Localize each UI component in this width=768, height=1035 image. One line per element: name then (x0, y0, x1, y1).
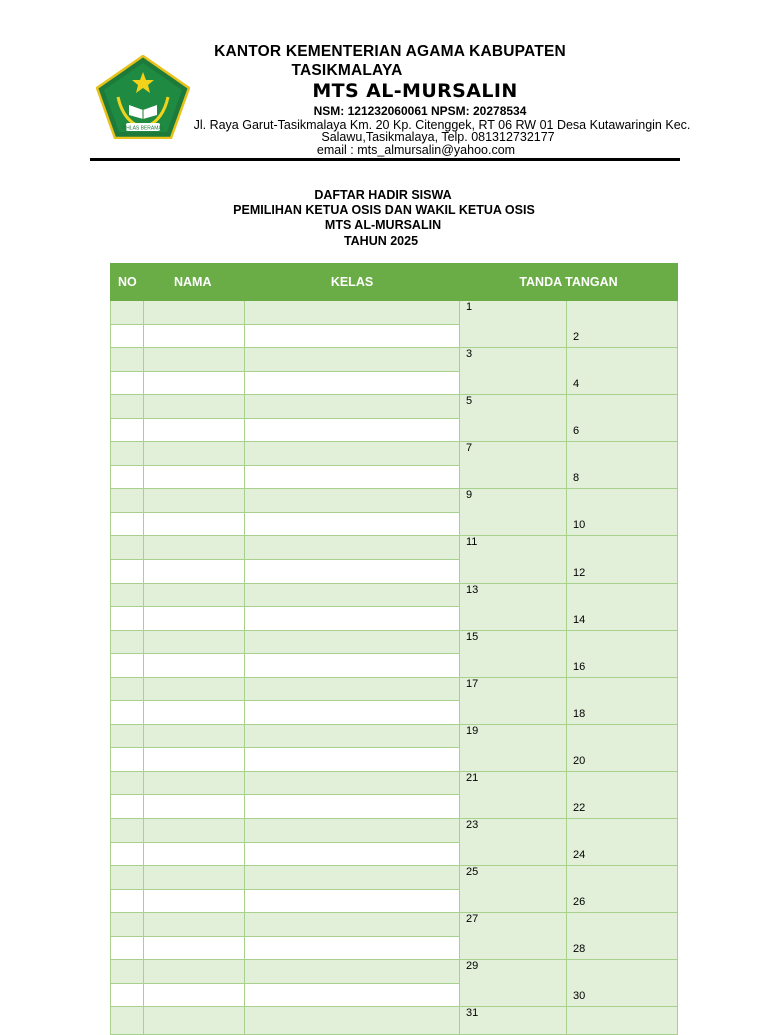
kelas-cell[interactable] (245, 724, 460, 748)
nama-cell[interactable] (144, 442, 245, 466)
nama-cell[interactable] (144, 866, 245, 890)
table-row (111, 819, 678, 843)
signature-cell[interactable]: 16 (567, 630, 678, 677)
table-row (111, 724, 678, 748)
signature-cell[interactable]: 20 (567, 724, 678, 771)
no-cell[interactable] (111, 560, 144, 584)
signature-cell[interactable]: 10 (567, 489, 678, 536)
no-cell[interactable] (111, 936, 144, 960)
no-cell[interactable] (111, 1007, 144, 1035)
signature-cell[interactable]: 5 (460, 395, 567, 442)
kelas-cell[interactable] (245, 866, 460, 890)
signature-cell[interactable]: 12 (567, 536, 678, 583)
nama-cell[interactable] (144, 560, 245, 584)
school-name: MTS AL-MURSALIN (312, 80, 518, 102)
no-cell[interactable] (111, 512, 144, 536)
kelas-cell[interactable] (245, 795, 460, 819)
signature-cell[interactable]: 3 (460, 348, 567, 395)
signature-cell[interactable]: 15 (460, 630, 567, 677)
table-row (111, 348, 678, 372)
nama-cell[interactable] (144, 371, 245, 395)
kelas-cell[interactable] (245, 465, 460, 489)
signature-cell[interactable]: 14 (567, 583, 678, 630)
no-cell[interactable] (111, 654, 144, 678)
no-cell[interactable] (111, 724, 144, 748)
signature-cell[interactable]: 25 (460, 866, 567, 913)
kelas-cell[interactable] (245, 677, 460, 701)
nama-cell[interactable] (144, 607, 245, 631)
kelas-cell[interactable] (245, 512, 460, 536)
signature-cell[interactable]: 24 (567, 819, 678, 866)
no-cell[interactable] (111, 866, 144, 890)
school-ids: NSM: 121232060061 NPSM: 20278534 (313, 104, 527, 118)
signature-cell[interactable]: 22 (567, 771, 678, 818)
header-nama: NAMA (144, 264, 245, 301)
signature-cell[interactable]: 29 (460, 960, 567, 1007)
kelas-cell[interactable] (245, 630, 460, 654)
no-cell[interactable] (111, 395, 144, 419)
kelas-cell[interactable] (245, 324, 460, 348)
table-row (111, 301, 678, 325)
nama-cell[interactable] (144, 795, 245, 819)
table-row (111, 583, 678, 607)
no-cell[interactable] (111, 348, 144, 372)
email-line: email : mts_almursalin@yahoo.com (316, 143, 516, 157)
nama-cell[interactable] (144, 724, 245, 748)
table-row (111, 866, 678, 890)
nama-cell[interactable] (144, 819, 245, 843)
office-name-line2: TASIKMALAYA (291, 62, 403, 79)
nama-cell[interactable] (144, 771, 245, 795)
signature-cell[interactable]: 18 (567, 677, 678, 724)
no-cell[interactable] (111, 465, 144, 489)
table-row (111, 771, 678, 795)
no-cell[interactable] (111, 418, 144, 442)
signature-cell[interactable]: 26 (567, 866, 678, 913)
signature-cell[interactable]: 8 (567, 442, 678, 489)
no-cell[interactable] (111, 607, 144, 631)
office-name-line1: KANTOR KEMENTERIAN AGAMA KABUPATEN (214, 43, 566, 60)
no-cell[interactable] (111, 677, 144, 701)
no-cell[interactable] (111, 842, 144, 866)
nama-cell[interactable] (144, 395, 245, 419)
signature-cell[interactable]: 21 (460, 771, 567, 818)
nama-cell[interactable] (144, 536, 245, 560)
header-divider (90, 158, 680, 161)
svg-text:IKHLAS BERAMAL: IKHLAS BERAMAL (121, 125, 165, 132)
kelas-cell[interactable] (245, 583, 460, 607)
signature-cell[interactable]: 23 (460, 819, 567, 866)
doc-title-line2: PEMILIHAN KETUA OSIS DAN WAKIL KETUA OSIS (233, 203, 535, 217)
signature-cell[interactable] (567, 1007, 678, 1035)
no-cell[interactable] (111, 819, 144, 843)
nama-cell[interactable] (144, 889, 245, 913)
kelas-cell[interactable] (245, 654, 460, 678)
signature-cell[interactable]: 11 (460, 536, 567, 583)
nama-cell[interactable] (144, 583, 245, 607)
table-row (111, 1007, 678, 1035)
signature-cell[interactable]: 9 (460, 489, 567, 536)
kelas-cell[interactable] (245, 960, 460, 984)
kelas-cell[interactable] (245, 348, 460, 372)
nama-cell[interactable] (144, 748, 245, 772)
kelas-cell[interactable] (245, 913, 460, 937)
signature-cell[interactable]: 2 (567, 301, 678, 348)
signature-cell[interactable]: 30 (567, 960, 678, 1007)
signature-cell[interactable]: 17 (460, 677, 567, 724)
nama-cell[interactable] (144, 654, 245, 678)
table-row (111, 913, 678, 937)
nama-cell[interactable] (144, 936, 245, 960)
no-cell[interactable] (111, 489, 144, 513)
nama-cell[interactable] (144, 630, 245, 654)
nama-cell[interactable] (144, 913, 245, 937)
no-cell[interactable] (111, 324, 144, 348)
kelas-cell[interactable] (245, 819, 460, 843)
nama-cell[interactable] (144, 960, 245, 984)
table-header-row (111, 264, 678, 301)
nama-cell[interactable] (144, 983, 245, 1007)
nama-cell[interactable] (144, 677, 245, 701)
kelas-cell[interactable] (245, 301, 460, 325)
table-row (111, 536, 678, 560)
kelas-cell[interactable] (245, 771, 460, 795)
kelas-cell[interactable] (245, 1007, 460, 1035)
no-cell[interactable] (111, 701, 144, 725)
signature-cell[interactable]: 1 (460, 301, 567, 348)
nama-cell[interactable] (144, 301, 245, 325)
table-row (111, 960, 678, 984)
signature-cell[interactable]: 31 (460, 1007, 567, 1035)
kelas-cell[interactable] (245, 418, 460, 442)
header-no: NO (111, 264, 144, 301)
header-kelas: KELAS (245, 264, 460, 301)
no-cell[interactable] (111, 913, 144, 937)
no-cell[interactable] (111, 371, 144, 395)
kelas-cell[interactable] (245, 536, 460, 560)
nama-cell[interactable] (144, 348, 245, 372)
kelas-cell[interactable] (245, 607, 460, 631)
nama-cell[interactable] (144, 512, 245, 536)
table-row (111, 630, 678, 654)
table-body (111, 301, 678, 1035)
table-row (111, 442, 678, 466)
no-cell[interactable] (111, 442, 144, 466)
kelas-cell[interactable] (245, 983, 460, 1007)
header-tanda-tangan: TANDA TANGAN (460, 264, 678, 301)
kelas-cell[interactable] (245, 889, 460, 913)
attendance-table (110, 263, 678, 1035)
no-cell[interactable] (111, 795, 144, 819)
no-cell[interactable] (111, 536, 144, 560)
signature-cell[interactable]: 27 (460, 913, 567, 960)
kelas-cell[interactable] (245, 395, 460, 419)
kelas-cell[interactable] (245, 371, 460, 395)
signature-cell[interactable]: 28 (567, 913, 678, 960)
kelas-cell[interactable] (245, 748, 460, 772)
no-cell[interactable] (111, 889, 144, 913)
kelas-cell[interactable] (245, 936, 460, 960)
kelas-cell[interactable] (245, 701, 460, 725)
doc-title-line4: TAHUN 2025 (343, 234, 419, 248)
nama-cell[interactable] (144, 324, 245, 348)
table-row (111, 395, 678, 419)
no-cell[interactable] (111, 630, 144, 654)
signature-cell[interactable]: 6 (567, 395, 678, 442)
doc-title-line1: DAFTAR HADIR SISWA (314, 188, 452, 202)
nama-cell[interactable] (144, 842, 245, 866)
table-row (111, 489, 678, 513)
signature-cell[interactable]: 19 (460, 724, 567, 771)
nama-cell[interactable] (144, 489, 245, 513)
signature-cell[interactable]: 4 (567, 348, 678, 395)
doc-title-line3: MTS AL-MURSALIN (324, 218, 442, 232)
signature-cell[interactable]: 13 (460, 583, 567, 630)
no-cell[interactable] (111, 983, 144, 1007)
nama-cell[interactable] (144, 1007, 245, 1035)
nama-cell[interactable] (144, 465, 245, 489)
address-line1: Jl. Raya Garut-Tasikmalaya Km. 20 Kp. Citenggek, RT 06 RW 01 Desa Kutawaringin Kec. (193, 118, 691, 132)
nama-cell[interactable] (144, 701, 245, 725)
kelas-cell[interactable] (245, 560, 460, 584)
signature-cell[interactable]: 7 (460, 442, 567, 489)
no-cell[interactable] (111, 771, 144, 795)
no-cell[interactable] (111, 960, 144, 984)
kelas-cell[interactable] (245, 842, 460, 866)
no-cell[interactable] (111, 301, 144, 325)
no-cell[interactable] (111, 583, 144, 607)
kelas-cell[interactable] (245, 489, 460, 513)
no-cell[interactable] (111, 748, 144, 772)
table-row (111, 677, 678, 701)
address-line2: Salawu,Tasikmalaya, Telp. 081312732177 (321, 130, 555, 144)
kelas-cell[interactable] (245, 442, 460, 466)
nama-cell[interactable] (144, 418, 245, 442)
